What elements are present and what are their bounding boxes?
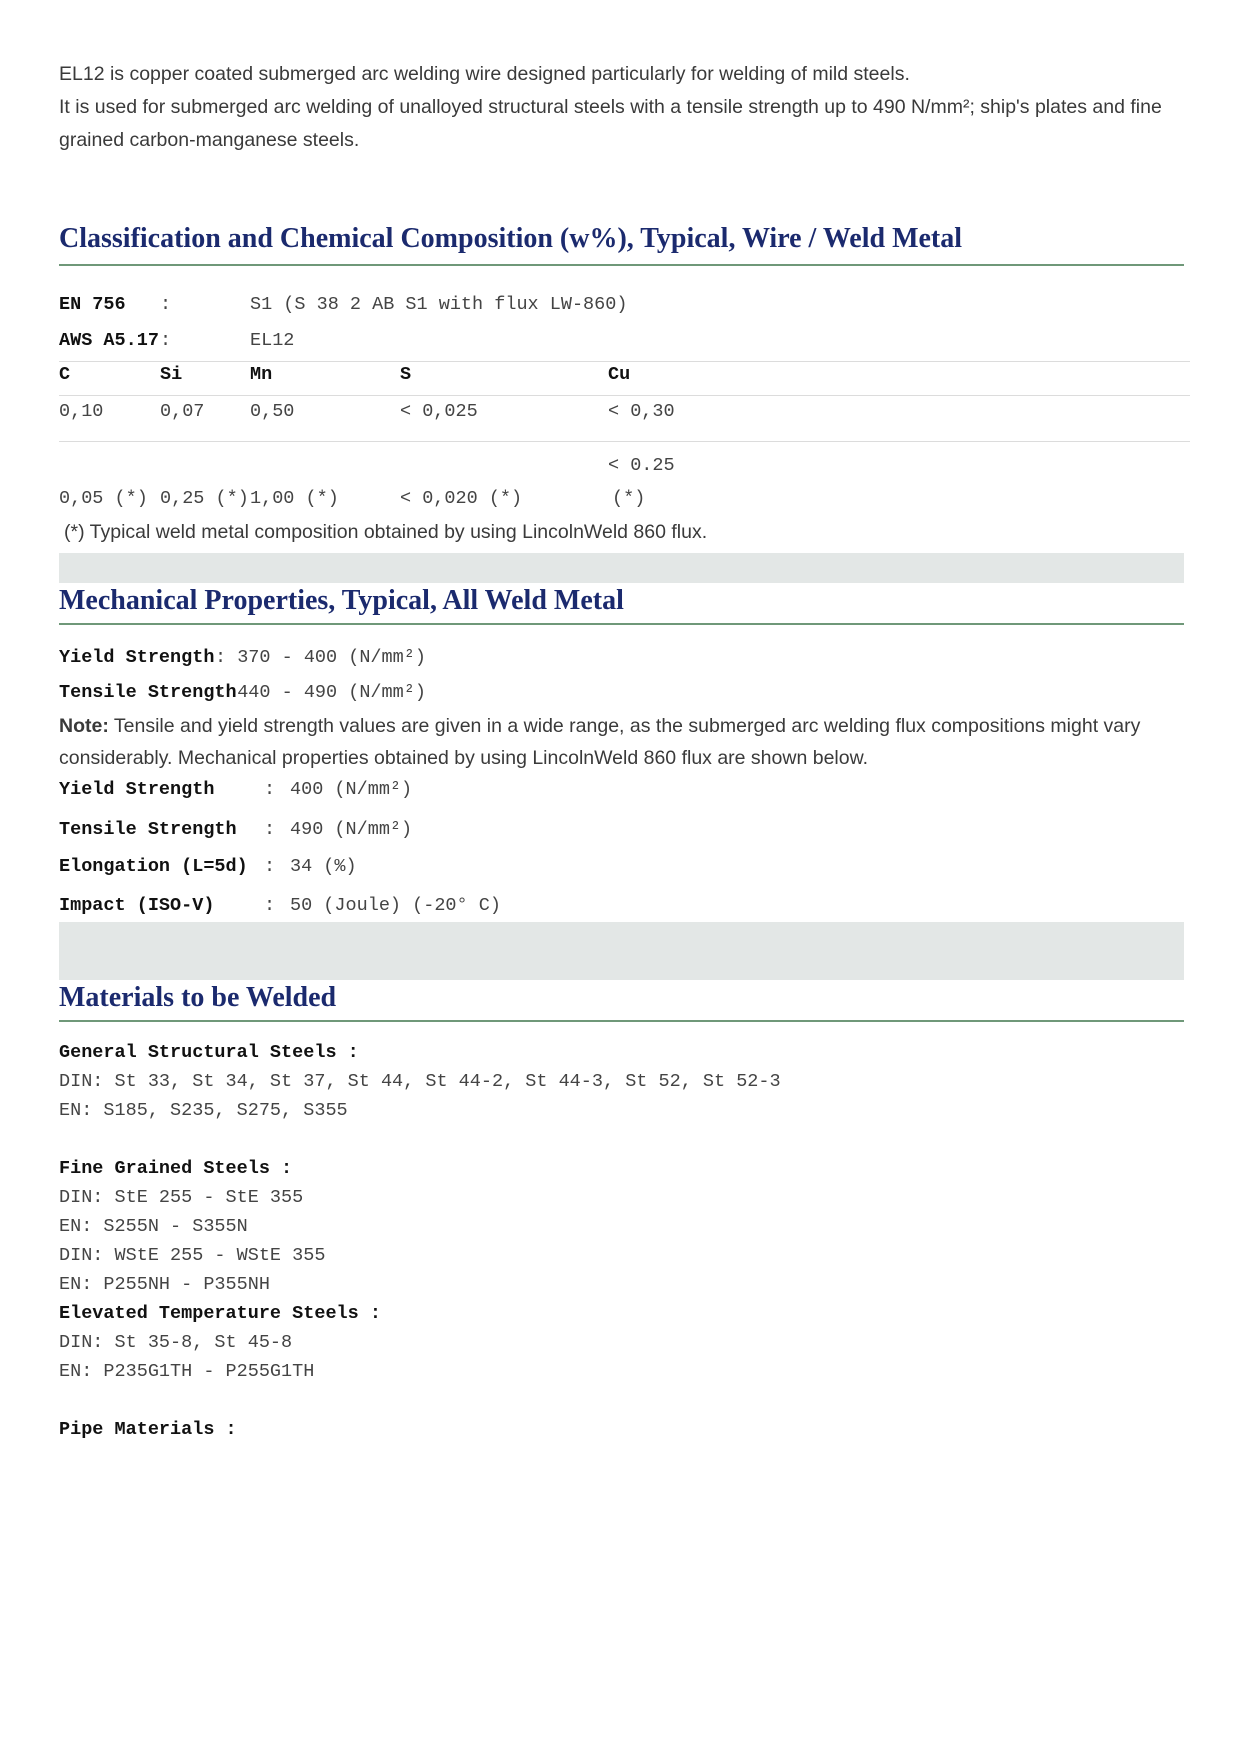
classification-rule — [59, 264, 1184, 266]
wire-si: 0,07 — [160, 401, 205, 422]
classification-footnote: (*) Typical weld metal composition obtained by using LincolnWeld 860 flux. — [64, 521, 708, 543]
intro-line-2: It is used for submerged arc welding of unalloyed structural steels with a tensile strength up to 490 N/mm²; ship's plates and fine grained carbon-manganese steels. — [59, 96, 1162, 151]
wire-s: < 0,025 — [400, 401, 478, 422]
classification-title: Classification and Chemical Composition (w%), Typical, Wire / Weld Metal — [59, 223, 963, 254]
mechanical-title: Mechanical Properties, Typical, All Weld Metal — [59, 585, 624, 616]
yield-range-label: Yield Strength — [59, 647, 215, 668]
pipe-materials-label: Pipe Materials : — [59, 1419, 237, 1440]
weld-cu-bottom: (*) — [612, 488, 646, 509]
weld-si: 0,25 (*) — [160, 488, 249, 509]
header-cu: Cu — [608, 364, 631, 385]
list-item: EN: S185, S235, S275, S355 — [59, 1100, 348, 1121]
en756-label: EN 756 — [59, 294, 126, 315]
prop-label: Tensile Strength — [59, 819, 237, 840]
list-item: EN: P235G1TH - P255G1TH — [59, 1361, 315, 1382]
prop-sep: : — [264, 779, 276, 800]
aws-value: EL12 — [250, 330, 295, 351]
mechanical-rule — [59, 623, 1184, 625]
prop-value: 490 (N/mm²) — [290, 819, 413, 840]
materials-rule — [59, 1020, 1184, 1022]
prop-label: Impact (ISO-V) — [59, 895, 215, 916]
general-steels-label: General Structural Steels : — [59, 1042, 359, 1063]
prop-label: Yield Strength — [59, 779, 215, 800]
aws-sep: : — [160, 330, 172, 351]
list-item: DIN: StE 255 - StE 355 — [59, 1187, 304, 1208]
weld-c: 0,05 (*) — [59, 488, 148, 509]
mechanical-note — [59, 710, 1190, 774]
header-s: S — [400, 364, 412, 385]
aws-label: AWS A5.17 — [59, 330, 159, 351]
en756-value: S1 (S 38 2 AB S1 with flux LW-860) — [250, 294, 628, 315]
wire-cu: < 0,30 — [608, 401, 675, 422]
prop-value: 34 (%) — [290, 856, 357, 877]
materials-title: Materials to be Welded — [59, 982, 337, 1013]
prop-sep: : — [264, 895, 276, 916]
intro-paragraph — [59, 58, 1190, 157]
table-divider — [59, 361, 1190, 362]
intro-line-1: EL12 is copper coated submerged arc welding wire designed particularly for welding of mild steels. — [59, 63, 910, 85]
header-mn: Mn — [250, 364, 273, 385]
en756-sep: : — [160, 294, 172, 315]
prop-value: 400 (N/mm²) — [290, 779, 413, 800]
prop-sep: : — [264, 819, 276, 840]
note-label: Note: — [59, 715, 109, 737]
fine-steels-label: Fine Grained Steels : — [59, 1158, 293, 1179]
list-item: DIN: St 35-8, St 45-8 — [59, 1332, 293, 1353]
list-item: DIN: WStE 255 - WStE 355 — [59, 1245, 326, 1266]
tensile-range-label: Tensile Strength — [59, 682, 237, 703]
table-divider — [59, 441, 1190, 442]
elevated-steels-label: Elevated Temperature Steels : — [59, 1303, 381, 1324]
prop-value: 50 (Joule) (-20° C) — [290, 895, 501, 916]
header-si: Si — [160, 364, 183, 385]
weld-cu-top: < 0.25 — [608, 455, 675, 476]
tensile-range-value: : 440 - 490 (N/mm²) — [215, 682, 426, 703]
section-spacer-bar — [59, 922, 1184, 980]
wire-c: 0,10 — [59, 401, 104, 422]
weld-s: < 0,020 (*) — [400, 488, 523, 509]
table-divider — [59, 395, 1190, 396]
header-c: C — [59, 364, 71, 385]
list-item: EN: P255NH - P355NH — [59, 1274, 270, 1295]
yield-range-value: : 370 - 400 (N/mm²) — [215, 647, 426, 668]
list-item: DIN: St 33, St 34, St 37, St 44, St 44-2, St 44-3, St 52, St 52-3 — [59, 1071, 781, 1092]
prop-sep: : — [264, 856, 276, 877]
wire-mn: 0,50 — [250, 401, 295, 422]
prop-label: Elongation (L=5d) — [59, 856, 248, 877]
section-spacer-bar — [59, 553, 1184, 583]
weld-mn: 1,00 (*) — [250, 488, 339, 509]
note-text: Tensile and yield strength values are given in a wide range, as the submerged arc welding flux compositions might vary considerably. Mechanical properties obtained by using LincolnWeld 860 flux are shown below. — [59, 715, 1141, 769]
list-item: EN: S255N - S355N — [59, 1216, 248, 1237]
